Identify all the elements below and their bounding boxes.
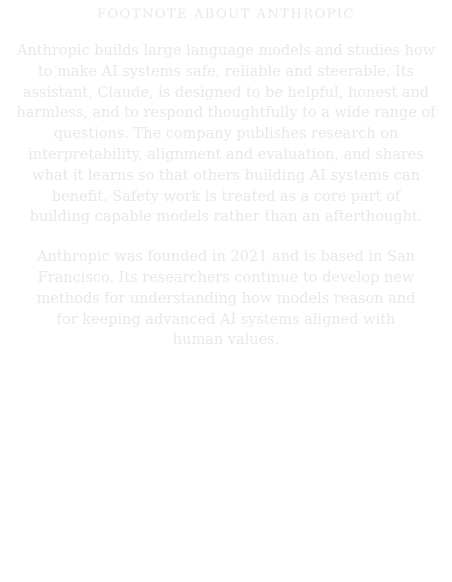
paragraph-line: questions. The company publishes research on bbox=[53, 126, 399, 143]
document-title: FOOTNOTE ABOUT ANTHROPIC bbox=[97, 7, 355, 22]
paragraph-line: for keeping advanced AI systems aligned with bbox=[56, 311, 396, 328]
paragraph-line: benefit. Safety work is treated as a core part of bbox=[51, 188, 401, 205]
paragraph-line: Francisco. Its researchers continue to develop new bbox=[37, 269, 415, 286]
paragraph-line: harmless, and to respond thoughtfully to a wide range of bbox=[16, 105, 436, 122]
paragraph-line: Anthropic was founded in 2021 and is based in San bbox=[37, 249, 415, 266]
paragraph-line: human values. bbox=[172, 332, 280, 349]
paragraph-line: to make AI systems safe, reliable and steerable. Its bbox=[37, 63, 415, 80]
paragraph-line: methods for understanding how models reason and bbox=[36, 290, 416, 307]
paragraph-line: interpretability, alignment and evaluation, and shares bbox=[28, 146, 424, 163]
body-paragraph-1 bbox=[10, 41, 442, 228]
paragraph-line: assistant, Claude, is designed to be helpful, honest and bbox=[22, 84, 430, 101]
paragraph-line: Anthropic builds large language models and studies how bbox=[16, 43, 436, 59]
body-paragraph-2 bbox=[10, 247, 442, 351]
paragraph-line: what it learns so that others building AI systems can bbox=[32, 167, 420, 184]
paragraph-line: building capable models rather than an afterthought. bbox=[29, 209, 423, 226]
